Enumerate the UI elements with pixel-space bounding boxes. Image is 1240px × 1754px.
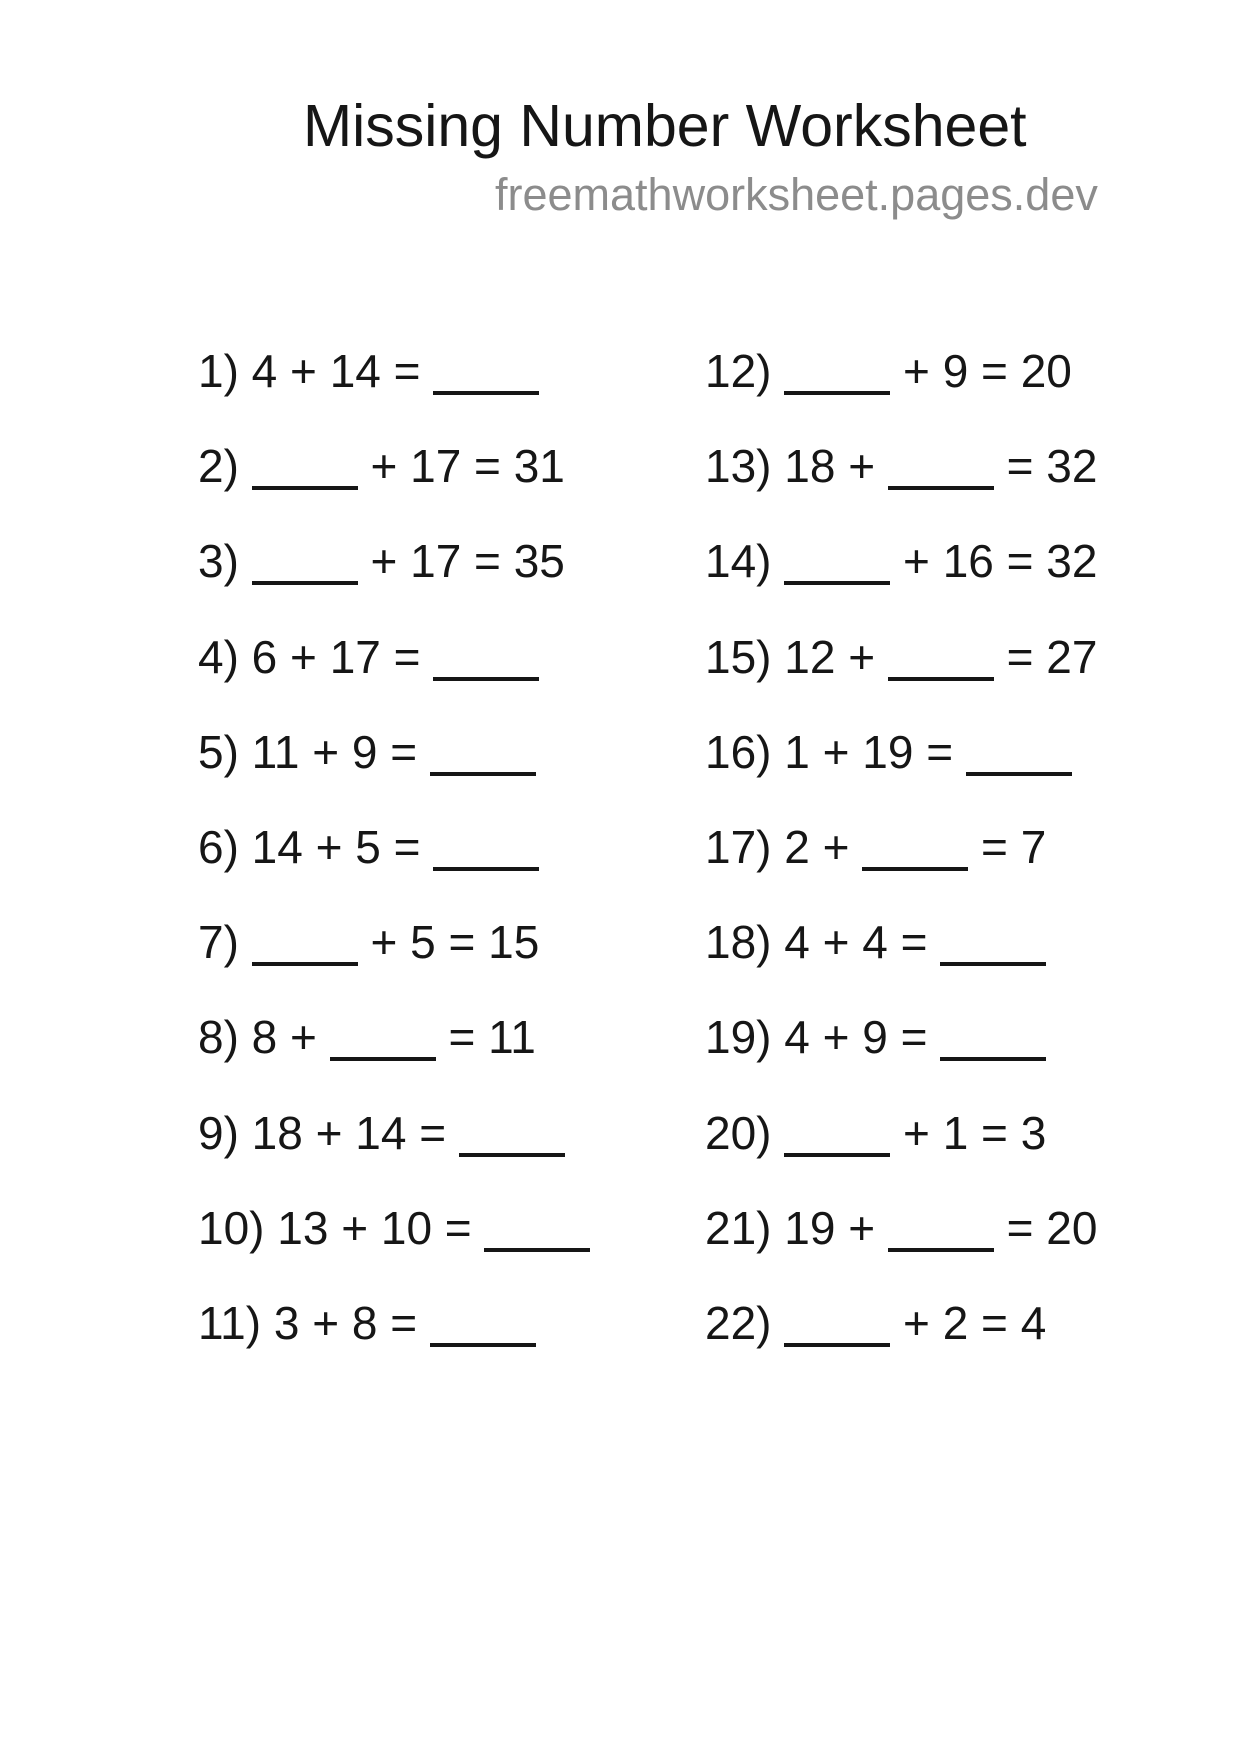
answer-blank	[940, 928, 1046, 966]
answer-blank	[888, 452, 994, 490]
problem-number: 7)	[198, 916, 239, 969]
answer-blank	[862, 833, 968, 871]
problem-row	[198, 1106, 590, 1205]
problem-expression-before: 1 + 19 =	[771, 725, 966, 778]
answer-blank	[252, 928, 358, 966]
problem-row	[705, 535, 1098, 633]
problem-row	[705, 820, 1097, 919]
problem-number: 12)	[705, 345, 772, 397]
problem-row	[198, 725, 590, 824]
answer-blank	[252, 547, 358, 585]
problem-expression-before: 4 + 4 =	[771, 916, 941, 969]
page-title: Missing Number Worksheet	[303, 93, 1027, 159]
problem-row	[705, 1011, 1097, 1109]
problem-row	[705, 916, 1097, 1014]
problem-number: 3)	[198, 535, 239, 588]
problem-number: 11)	[198, 1296, 262, 1349]
problem-expression-before	[239, 535, 252, 587]
problem-expression-after: = 7	[968, 820, 1047, 873]
problem-expression-before: 12 +	[771, 630, 888, 683]
problem-number: 5)	[198, 725, 239, 778]
problem-expression-before	[771, 1107, 784, 1159]
problem-number: 18)	[705, 916, 772, 969]
problem-row	[198, 1201, 590, 1300]
problem-row	[198, 630, 590, 729]
problem-expression-before	[239, 916, 252, 968]
problem-row	[705, 440, 1098, 538]
answer-blank	[484, 1214, 590, 1252]
problem-expression-after: + 16 = 32	[890, 535, 1098, 588]
problem-expression-after: + 17 = 35	[357, 535, 565, 588]
problem-expression-before: 11 + 9 =	[238, 725, 430, 778]
problem-row	[198, 440, 590, 538]
problem-row	[705, 725, 1097, 824]
answer-blank	[433, 357, 539, 395]
problem-expression-after: + 17 = 31	[357, 440, 565, 493]
problem-expression-before	[771, 1297, 784, 1349]
answer-blank	[784, 357, 890, 395]
answer-blank	[784, 547, 890, 585]
problem-expression-before	[771, 535, 784, 587]
problem-row	[705, 1296, 1097, 1395]
problem-expression-after: = 27	[993, 630, 1098, 683]
problem-expression-before: 18 + 14 =	[238, 1106, 459, 1159]
problem-expression-before: 18 +	[771, 440, 888, 493]
answer-blank	[330, 1023, 436, 1061]
problem-row	[198, 820, 590, 919]
problem-number: 13)	[705, 440, 772, 493]
problem-expression-before: 4 + 9 =	[771, 1011, 941, 1064]
problem-expression-after: + 5 = 15	[357, 916, 540, 969]
problem-expression-before: 13 + 10 =	[264, 1201, 485, 1254]
problem-number: 17)	[705, 820, 772, 873]
problem-row	[198, 1296, 590, 1395]
answer-blank	[940, 1023, 1046, 1061]
problem-expression-before	[771, 345, 784, 397]
problem-row	[705, 630, 1098, 729]
answer-blank	[433, 833, 539, 871]
problem-row	[198, 916, 590, 1014]
problem-expression-before: 3 + 8 =	[261, 1296, 430, 1349]
problem-expression-after: = 20	[993, 1201, 1098, 1254]
problem-number: 1)	[198, 345, 239, 397]
problem-number: 22)	[705, 1296, 772, 1349]
problem-expression-before: 6 + 17 =	[238, 630, 434, 683]
answer-blank	[430, 1309, 536, 1347]
problem-expression-after: + 9 = 20	[890, 345, 1072, 397]
answer-blank	[430, 738, 536, 776]
problem-expression-before: 8 +	[238, 1011, 330, 1064]
problem-number: 16)	[705, 725, 772, 778]
answer-blank	[784, 1119, 890, 1157]
problem-number: 8)	[198, 1011, 239, 1064]
problem-expression-before: 19 +	[771, 1201, 888, 1254]
problem-expression-before	[239, 440, 252, 492]
problem-number: 4)	[198, 630, 239, 683]
problem-number: 9)	[198, 1106, 239, 1159]
site-url: freemathworksheet.pages.dev	[495, 169, 1098, 220]
problem-number: 14)	[705, 535, 772, 588]
problem-number: 21)	[705, 1201, 772, 1254]
problem-number: 19)	[705, 1011, 772, 1064]
problem-row	[705, 1201, 1098, 1300]
problems-column-left	[198, 345, 590, 1395]
problem-expression-before: 2 +	[771, 820, 863, 873]
answer-blank	[784, 1309, 890, 1347]
problem-number: 10)	[198, 1201, 265, 1254]
problem-expression-after: = 11	[435, 1011, 536, 1064]
problem-number: 15)	[705, 630, 772, 683]
answer-blank	[888, 643, 994, 681]
answer-blank	[459, 1119, 565, 1157]
problem-expression-before: 4 + 14 =	[238, 345, 434, 397]
answer-blank	[252, 452, 358, 490]
answer-blank	[966, 738, 1072, 776]
problem-number: 20)	[705, 1106, 772, 1159]
problem-number: 2)	[198, 440, 239, 493]
problem-row	[198, 1011, 590, 1109]
problem-row	[198, 345, 590, 443]
problem-number: 6)	[198, 820, 239, 873]
problem-expression-after: = 32	[993, 440, 1098, 493]
answer-blank	[888, 1214, 994, 1252]
answer-blank	[433, 643, 539, 681]
problem-row	[198, 535, 590, 633]
problem-expression-after: + 2 = 4	[890, 1296, 1047, 1349]
problem-row	[705, 345, 1097, 443]
problems-column-right	[705, 345, 1098, 1395]
problem-expression-after: + 1 = 3	[890, 1106, 1047, 1159]
problem-row	[705, 1106, 1097, 1205]
problem-expression-before: 14 + 5 =	[238, 820, 434, 873]
